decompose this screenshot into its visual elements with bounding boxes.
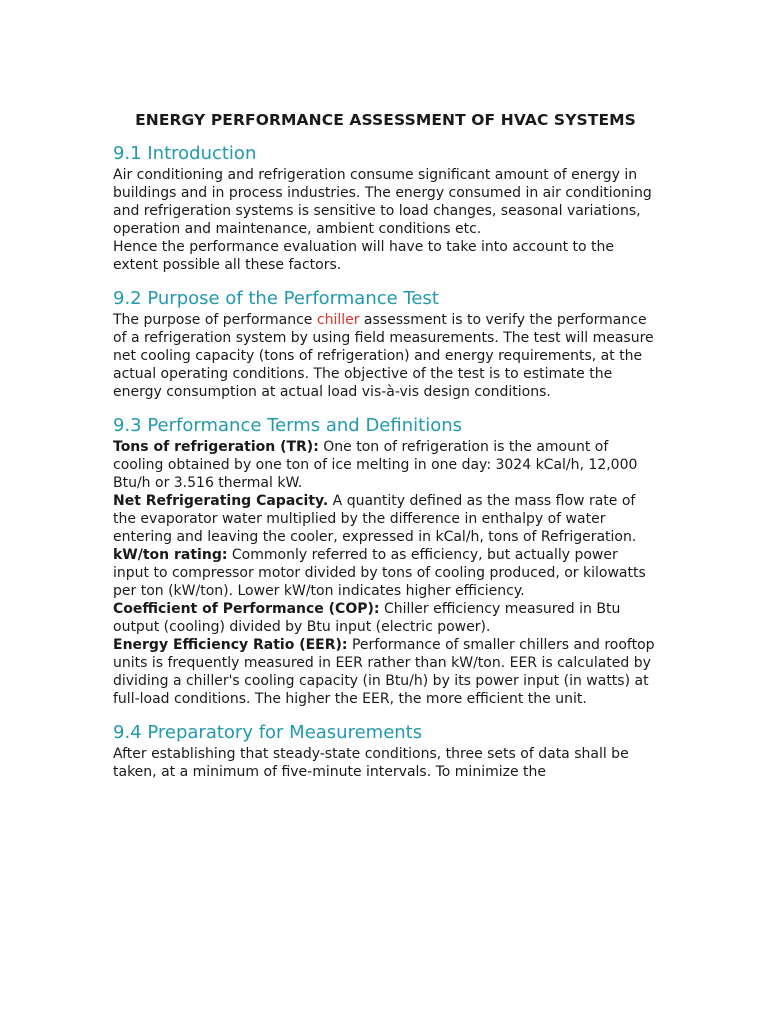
- purpose-text-before: The purpose of performance: [113, 312, 317, 328]
- term-text-tr: One ton of refrigeration is the amount of cooling obtained by one ton of ice melting in one day: 3024 kCal/h, 12,000 Btu/h or 3.516 thermal kW.: [113, 439, 638, 491]
- term-label-eer: Energy Efficiency Ratio (EER):: [113, 637, 348, 653]
- section-terms: [113, 415, 658, 708]
- prep-paragraph: After establishing that steady-state conditions, three sets of data shall be taken, at a minimum of five-minute intervals. To minimize the: [113, 746, 629, 780]
- purpose-paragraph: [113, 311, 658, 401]
- chiller-link[interactable]: chiller: [316, 312, 360, 328]
- section-preparatory: [113, 722, 658, 781]
- section-heading-introduction: 9.1 Introduction: [113, 143, 257, 164]
- section-purpose: [113, 288, 658, 401]
- term-tr: [113, 438, 658, 492]
- intro-paragraph-2: Hence the performance evaluation will have to take into account to the extent possible all these factors.: [113, 239, 614, 273]
- term-label-cop: Coefficient of Performance (COP):: [113, 601, 380, 617]
- purpose-text-after: assessment is to verify the performance of a refrigeration system by using field measurements. The test will measure net cooling capacity (tons of refrigeration) and energy requirements, at the actual operating conditions. The objective of the test is to estimate the energy consumption at actual load vis-à-vis design conditions.: [113, 312, 654, 400]
- term-nrc: [113, 492, 658, 600]
- term-eer: [113, 636, 658, 708]
- term-text-cop: Chiller efficiency measured in Btu output (cooling) divided by Btu input (electric power).: [113, 601, 621, 635]
- section-heading-preparatory: 9.4 Preparatory for Measurements: [113, 722, 423, 743]
- term-label-nrc: Net Refrigerating Capacity.: [113, 493, 329, 509]
- section-introduction: [113, 143, 658, 274]
- intro-paragraph-1: Air conditioning and refrigeration consume significant amount of energy in buildings and in process industries. The energy consumed in air conditioning and refrigeration systems is sensitive to load changes, seasonal variations, operation and maintenance, ambient conditions etc.: [113, 167, 652, 237]
- term-text-nrc: A quantity defined as the mass flow rate of the evaporator water multiplied by the difference in enthalpy of water entering and leaving the cooler, expressed in kCal/h, tons of Refrigeration.: [113, 493, 637, 545]
- section-heading-terms: 9.3 Performance Terms and Definitions: [113, 415, 462, 436]
- term-label-tr: Tons of refrigeration (TR):: [113, 439, 319, 455]
- section-heading-purpose: 9.2 Purpose of the Performance Test: [113, 288, 439, 309]
- term-text-eer: Performance of smaller chillers and rooftop units is frequently measured in EER rather than kW/ton. EER is calculated by dividing a chiller's cooling capacity (in Btu/h) by its power input (in watts) at full-load conditions. The higher the EER, the more efficient the unit.: [113, 637, 655, 707]
- term-label-kwton: kW/ton rating:: [113, 547, 228, 563]
- term-text-kwton: Commonly referred to as efficiency, but actually power input to compressor motor divided by tons of cooling produced, or kilowatts per ton (kW/ton). Lower kW/ton indicates higher efficiency.: [113, 547, 646, 599]
- document-title: ENERGY PERFORMANCE ASSESSMENT OF HVAC SYSTEMS: [135, 111, 636, 129]
- term-cop: [113, 600, 658, 636]
